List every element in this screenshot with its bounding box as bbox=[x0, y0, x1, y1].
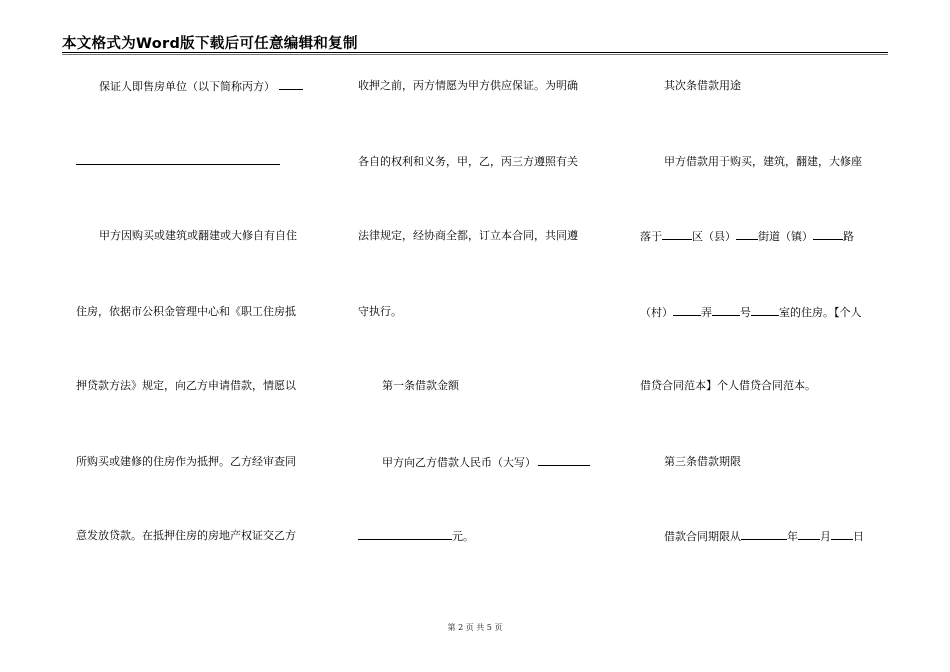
text-fragment: 区（县） bbox=[692, 230, 736, 243]
paragraph-line bbox=[358, 529, 474, 544]
text-fragment: 弄 bbox=[701, 306, 712, 319]
paragraph-line bbox=[99, 79, 303, 94]
blank-underline bbox=[279, 79, 303, 90]
text-fragment: 日 bbox=[853, 530, 864, 543]
blank-underline bbox=[798, 529, 820, 540]
text-fragment: 路 bbox=[843, 230, 854, 243]
blank-underline bbox=[538, 455, 590, 466]
blank-underline bbox=[741, 529, 787, 540]
page-number-footer: 第 2 页 共 5 页 bbox=[447, 623, 503, 632]
blank-underline bbox=[751, 305, 779, 316]
blank-underline bbox=[712, 305, 740, 316]
blank-underline bbox=[662, 229, 692, 240]
blank-underline bbox=[673, 305, 701, 316]
paragraph-line: 借贷合同范本】个人借贷合同范本。 bbox=[640, 379, 816, 392]
paragraph-line: 意发放贷款。在抵押住房的房地产权证交乙方 bbox=[76, 529, 296, 542]
blank-underline bbox=[358, 529, 452, 540]
page-header-title: 本文格式为Word版下载后可任意编辑和复制 bbox=[62, 36, 358, 52]
paragraph-line: 各自的权利和义务，甲，乙，丙三方遵照有关 bbox=[358, 155, 578, 168]
text-fragment: 年 bbox=[787, 530, 798, 543]
yuan-suffix: 元。 bbox=[452, 530, 474, 543]
paragraph-line bbox=[640, 305, 862, 320]
paragraph-line: 甲方借款用于购买，建筑，翻建，大修座 bbox=[664, 155, 862, 168]
paragraph-line bbox=[664, 529, 864, 544]
blank-underline bbox=[76, 164, 280, 165]
paragraph-line: 甲方因购买或建筑或翻建或大修自有自住 bbox=[99, 229, 297, 242]
paragraph-line: 住房，依据市公积金管理中心和《职工住房抵 bbox=[76, 305, 296, 318]
text-fragment: 月 bbox=[820, 530, 831, 543]
text-fragment: 街道（镇） bbox=[758, 230, 813, 243]
section-heading: 第三条借款期限 bbox=[664, 455, 741, 468]
header-divider-thin bbox=[62, 54, 888, 55]
paragraph-line: 押贷款方法》规定，向乙方申请借款，情愿以 bbox=[76, 379, 296, 392]
blank-underline bbox=[736, 229, 758, 240]
text-fragment: 号 bbox=[740, 306, 751, 319]
paragraph-line bbox=[382, 455, 590, 470]
text-fragment: 室的住房。【个人 bbox=[779, 306, 862, 319]
guarantor-label: 保证人即售房单位（以下简称丙方） bbox=[99, 80, 275, 93]
text-fragment: 落于 bbox=[640, 230, 662, 243]
section-heading: 其次条借款用途 bbox=[664, 79, 741, 92]
header-divider bbox=[62, 52, 888, 53]
paragraph-line: 收押之前，丙方情愿为甲方供应保证。为明确 bbox=[358, 79, 578, 92]
paragraph-line: 法律规定，经协商全都，订立本合同，共同遵 bbox=[358, 229, 578, 242]
blank-underline bbox=[813, 229, 843, 240]
paragraph-line: 守执行。 bbox=[358, 305, 402, 318]
loan-amount-label: 甲方向乙方借款人民币（大写） bbox=[382, 456, 536, 469]
section-heading: 第一条借款金额 bbox=[382, 379, 459, 392]
blank-underline bbox=[831, 529, 853, 540]
text-fragment: （村） bbox=[640, 306, 673, 319]
paragraph-line bbox=[640, 229, 854, 244]
paragraph-line: 所购买或建修的住房作为抵押。乙方经审查同 bbox=[76, 455, 296, 468]
text-fragment: 借款合同期限从 bbox=[664, 530, 741, 543]
